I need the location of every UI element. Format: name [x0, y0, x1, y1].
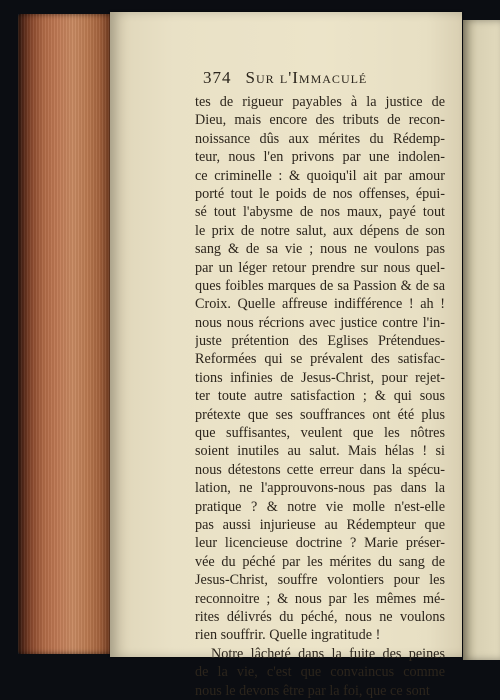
text-line: nous nous récrions avec justice contre l'in- [195, 314, 445, 331]
book-page-edges [18, 14, 118, 654]
text-line: ques foibles marques de sa Passion & de sa [195, 277, 445, 294]
text-line: que suffisantes, veulent que les nôtres [195, 425, 445, 442]
text-line: nous détestons cette erreur dans la spécu- [195, 461, 445, 478]
text-line: pas aussi injurieuse au Rédempteur que [195, 516, 445, 533]
text-line: noissance dûs aux mérites du Rédemp- [195, 130, 445, 147]
body-text [195, 93, 445, 700]
text-line: rites délivrés du péché, nous ne voulons [195, 608, 445, 625]
text-line: tions infinies de Jesus-Christ, pour rejet- [195, 369, 445, 386]
text-line: Jesus-Christ, souffre volontiers pour les [195, 572, 445, 589]
facing-page-edge [463, 20, 500, 660]
page-number: 374 [203, 68, 232, 87]
text-line: sé tout l'abysme de nos maux, payé tout [195, 204, 445, 221]
text-line: juste prétention des Eglises Prétendues- [195, 333, 445, 350]
text-line: teur, nous l'en privons par une indolen- [195, 149, 445, 166]
text-line: porté tout le poids de nos offenses, épui- [195, 185, 445, 202]
text-line: soient inutiles au salut. Mais hélas ! si [195, 443, 445, 460]
text-line: ce criminelle : & quoiqu'il ait par amour [195, 167, 445, 184]
text-line: reconnoitre ; & nous par les mêmes mé- [195, 590, 445, 607]
text-line: vée du péché par les mérites du sang de [195, 553, 445, 570]
text-line: Notre lâcheté dans la fuite des peines [211, 645, 445, 662]
page-header [203, 68, 443, 88]
text-line: ter toute autre satisfaction ; & qui sous [195, 388, 445, 405]
text-line: tes de rigueur payables à la justice de [195, 94, 445, 110]
text-line: par un léger retour prendre sur nous quel- [195, 259, 445, 276]
text-line: pratique ? & notre vie molle n'est-elle [195, 498, 445, 515]
text-line: Dieu, mais encore des tributs de recon- [195, 112, 445, 129]
text-line: sang & de sa vie ; nous ne voulons pas [195, 241, 445, 258]
text-line: lation, ne l'approuvons-nous pas dans la [195, 480, 445, 497]
text-line: Reformées qui se prévalent des satisfac- [195, 351, 445, 368]
text-line: Croix. Quelle affreuse indifférence ! ah ! [195, 296, 445, 313]
text-line: leur licencieuse doctrine ? Marie préser- [195, 535, 445, 552]
text-line: prétexte que ses souffrances ont été plus [195, 406, 445, 423]
text-line: de la vie, c'est que convaincus comme [195, 664, 445, 681]
text-line: nous le devons être par la foi, que ce sont [195, 682, 430, 699]
running-head: Sur l'Immaculé [245, 68, 368, 87]
text-line: rien souffrir. Quelle ingratitude ! [195, 627, 381, 644]
text-line: le prix de notre salut, aux dépens de son [195, 222, 445, 239]
